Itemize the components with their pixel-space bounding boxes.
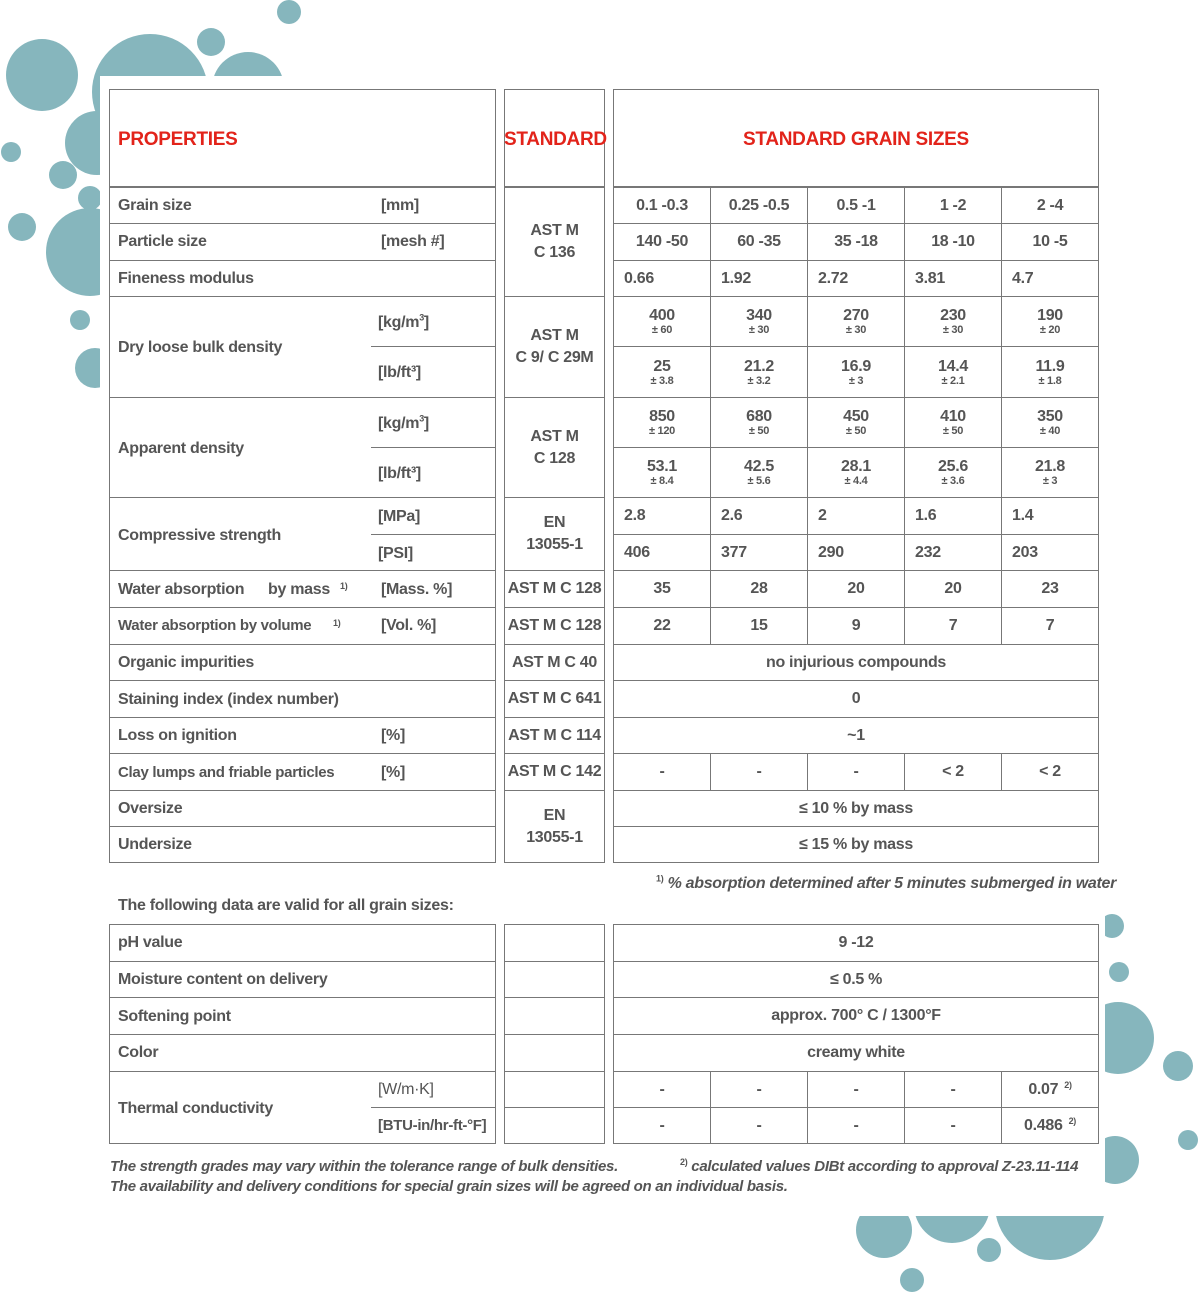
- unit-thermal-btu: [BTU-in/hr-ft-°F]: [378, 1117, 487, 1134]
- grain-size-cell: [807, 187, 905, 224]
- water-volume-cell-value: 7: [1045, 617, 1055, 634]
- thermal-cell: [904, 1071, 1002, 1108]
- bulk-metric-cell: [710, 296, 808, 347]
- footer-line-2: The availability and delivery conditions for special grain sizes will be agreed on an individual basis.: [110, 1178, 788, 1195]
- thermal-value: -: [853, 1116, 859, 1134]
- mpa-cell: [904, 497, 1002, 535]
- apparent-metric-cell-tolerance: ± 120: [649, 425, 675, 437]
- grain-size-cell-value: 0.5 -1: [836, 196, 876, 214]
- bulk-metric-cell-tolerance: ± 30: [845, 324, 867, 336]
- label-thermal: Thermal conductivity: [118, 1100, 273, 1117]
- psi-cell-value: 377: [721, 543, 747, 561]
- bulk-metric-cell-value: 270: [843, 307, 869, 324]
- particle-size-cell: [807, 223, 905, 261]
- clay-cell: [1001, 753, 1099, 791]
- apparent-imperial-cell-value: 53.1: [647, 458, 677, 475]
- header-grain-sizes: STANDARD GRAIN SIZES: [743, 129, 969, 150]
- standard-water-mass: AST M C 128: [504, 570, 605, 608]
- value-organic: no injurious compounds: [613, 644, 1099, 681]
- water-volume-cell-value: 22: [653, 617, 671, 634]
- apparent-imperial-cell: [807, 447, 905, 498]
- water-mass-cell: [807, 570, 905, 608]
- label-water-volume: Water absorption by volume: [118, 617, 312, 634]
- grain-size-cell: [904, 187, 1002, 224]
- label-particle-size: Particle size: [118, 233, 207, 250]
- bulk-imperial-cell-value: 11.9: [1035, 357, 1065, 375]
- standard-compressive: EN 13055-1: [504, 497, 605, 571]
- fineness-cell: [1001, 260, 1099, 297]
- apparent-metric-cell: [1001, 397, 1099, 448]
- particle-size-cell-value: 10 -5: [1032, 233, 1068, 250]
- thermal-value: -: [853, 1080, 859, 1098]
- standard-water-volume: AST M C 128: [504, 607, 605, 645]
- unit-apparent-kg: $[kg/m^3]$: [378, 413, 429, 432]
- psi-cell-value: 406: [624, 543, 650, 561]
- bulk-metric-cell-tolerance: ± 60: [651, 324, 673, 336]
- unit-water-volume: [Vol. %]: [381, 617, 437, 634]
- bulk-metric-cell-tolerance: ± 30: [942, 324, 964, 336]
- label-fineness: Fineness modulus: [118, 270, 254, 287]
- apparent-imperial-cell: [1001, 447, 1099, 498]
- unit-bulk-lb: [lb/ft³]: [378, 364, 421, 381]
- apparent-metric-cell: [613, 397, 711, 448]
- grain-size-cell: [613, 187, 711, 224]
- psi-cell-value: 232: [915, 543, 941, 561]
- value-softening: approx. 700° C / 1300°F: [613, 997, 1099, 1035]
- water-volume-cell: [1001, 607, 1099, 645]
- unit-particle-size: [mesh #]: [381, 233, 445, 250]
- particle-size-cell: [613, 223, 711, 261]
- bulk-metric-cell-tolerance: ± 20: [1039, 324, 1061, 336]
- fineness-cell: [710, 260, 808, 297]
- water-volume-cell-value: 15: [750, 617, 768, 634]
- label-oversize: Oversize: [118, 800, 183, 817]
- water-mass-cell-value: 35: [653, 580, 671, 597]
- unit-thermal-si: [W/m·K]: [378, 1081, 434, 1098]
- thermal-value: -: [950, 1116, 956, 1134]
- clay-cell: [710, 753, 808, 791]
- label-ph: pH value: [118, 934, 183, 951]
- bulk-imperial-cell-tolerance: ± 3.8: [650, 374, 674, 387]
- thermal-value: 0.486: [1024, 1116, 1063, 1134]
- general-heading: The following data are valid for all grain sizes:: [118, 897, 454, 914]
- psi-cell: [1001, 534, 1099, 571]
- bulk-imperial-cell-tolerance: ± 3.2: [747, 374, 771, 387]
- water-mass-cell: [710, 570, 808, 608]
- apparent-metric-cell-value: 410: [940, 408, 966, 425]
- particle-size-cell: [904, 223, 1002, 261]
- clay-cell: [904, 753, 1002, 791]
- grain-size-cell-value: 2 -4: [1036, 196, 1064, 214]
- clay-cell-value: -: [853, 763, 859, 780]
- thermal-cell: [807, 1107, 905, 1144]
- bulk-metric-cell: [1001, 296, 1099, 347]
- apparent-imperial-cell-tolerance: ± 4.4: [844, 475, 868, 487]
- particle-size-cell: [1001, 223, 1099, 261]
- mpa-cell: [807, 497, 905, 535]
- apparent-metric-cell-value: 350: [1037, 408, 1063, 425]
- footnote-1: $^{1)}$ % absorption determined after 5 minutes submerged in water: [656, 873, 1117, 892]
- note-water-mass: 1): [340, 581, 348, 591]
- water-mass-cell-value: 20: [944, 580, 962, 597]
- thermal-value: -: [756, 1116, 762, 1134]
- fineness-cell: [904, 260, 1002, 297]
- label-color: Color: [118, 1044, 159, 1061]
- thermal-cell: [710, 1107, 808, 1144]
- bulk-metric-cell-value: 230: [940, 307, 966, 324]
- unit-apparent-lb: [lb/ft³]: [378, 465, 421, 482]
- fineness-cell: [613, 260, 711, 297]
- standard-clay: AST M C 142: [504, 753, 605, 791]
- water-volume-cell: [807, 607, 905, 645]
- apparent-imperial-cell-value: 28.1: [841, 458, 871, 475]
- bulk-imperial-cell-value: 25: [653, 357, 671, 375]
- water-mass-cell: [1001, 570, 1099, 608]
- psi-cell: [613, 534, 711, 571]
- apparent-imperial-cell: [613, 447, 711, 498]
- fineness-cell-value: 0.66: [624, 269, 654, 287]
- psi-cell: [904, 534, 1002, 571]
- fineness-cell-value: 4.7: [1012, 269, 1034, 287]
- fineness-cell-value: 3.81: [915, 269, 945, 287]
- water-mass-cell-value: 23: [1041, 580, 1059, 597]
- mpa-cell-value: 1.4: [1012, 507, 1034, 524]
- psi-cell-value: 290: [818, 543, 844, 561]
- divider: [371, 1107, 496, 1108]
- thermal-cell: [613, 1107, 711, 1144]
- unit-loss: [%]: [381, 727, 405, 744]
- standard-color-empty: [504, 1034, 605, 1072]
- apparent-imperial-cell-value: 42.5: [744, 458, 774, 475]
- bulk-metric-cell-value: 340: [746, 307, 772, 324]
- thermal-value: -: [756, 1080, 762, 1098]
- apparent-metric-cell-value: 850: [649, 408, 675, 425]
- standard-softening-empty: [504, 997, 605, 1035]
- standard-apparent: AST M C 128: [504, 397, 605, 498]
- divider: [371, 346, 496, 347]
- footer-line-1: The strength grades may vary within the tolerance range of bulk densities.: [110, 1158, 618, 1175]
- psi-cell-value: 203: [1012, 543, 1038, 561]
- water-mass-cell-value: 28: [750, 580, 768, 597]
- unit-water-mass: [Mass. %]: [381, 581, 453, 598]
- bulk-imperial-cell: [904, 346, 1002, 398]
- bulk-imperial-cell-tolerance: ± 2.1: [941, 374, 965, 387]
- value-undersize: ≤ 15 % by mass: [613, 826, 1099, 863]
- value-staining: 0: [613, 680, 1099, 718]
- particle-size-cell-value: 18 -10: [931, 233, 975, 250]
- clay-cell-value: -: [659, 763, 665, 780]
- mpa-cell-value: 2: [818, 507, 827, 524]
- unit-clay: [%]: [381, 764, 405, 781]
- label-softening: Softening point: [118, 1008, 231, 1025]
- label-staining: Staining index (index number): [118, 691, 339, 708]
- value-oversize: ≤ 10 % by mass: [613, 790, 1099, 827]
- label-water-mass: Water absorption: [118, 581, 245, 598]
- water-volume-cell: [710, 607, 808, 645]
- apparent-imperial-cell-value: 21.8: [1035, 458, 1065, 475]
- label-compressive: Compressive strength: [118, 527, 281, 544]
- psi-cell: [710, 534, 808, 571]
- standard-thermal-empty-1: [504, 1071, 605, 1108]
- apparent-metric-cell: [807, 397, 905, 448]
- apparent-imperial-cell-tolerance: ± 3: [1042, 475, 1058, 487]
- value-color: creamy white: [613, 1034, 1099, 1072]
- bulk-imperial-cell-value: 21.2: [744, 357, 774, 375]
- mpa-cell-value: 2.8: [624, 507, 646, 524]
- apparent-metric-cell-tolerance: ± 40: [1039, 425, 1061, 437]
- bulk-metric-cell-value: 400: [649, 307, 675, 324]
- unit-grain-size: [mm]: [381, 197, 419, 214]
- grain-size-cell-value: 0.1 -0.3: [636, 196, 688, 214]
- standard-organic: AST M C 40: [504, 644, 605, 681]
- water-volume-cell-value: 7: [948, 617, 958, 634]
- unit-psi: [PSI]: [378, 545, 413, 562]
- mpa-cell-value: 2.6: [721, 507, 743, 524]
- label-undersize: Undersize: [118, 836, 192, 853]
- grain-size-cell-value: 1 -2: [939, 196, 967, 214]
- label-grain-size: Grain size: [118, 197, 192, 214]
- bulk-imperial-cell: [710, 346, 808, 398]
- bulk-imperial-cell-tolerance: ± 1.8: [1038, 374, 1062, 387]
- apparent-metric-cell-tolerance: ± 50: [748, 425, 770, 437]
- apparent-imperial-cell-tolerance: ± 3.6: [941, 475, 965, 487]
- note-water-volume: 1): [333, 618, 341, 628]
- label-apparent-density: Apparent density: [118, 440, 244, 457]
- bulk-metric-cell: [613, 296, 711, 347]
- apparent-imperial-cell: [710, 447, 808, 498]
- water-mass-cell-value: 20: [847, 580, 865, 597]
- apparent-metric-cell-value: 680: [746, 408, 772, 425]
- thermal-note: 2): [1068, 1115, 1076, 1126]
- mpa-cell: [1001, 497, 1099, 535]
- bulk-metric-cell: [904, 296, 1002, 347]
- mpa-cell: [710, 497, 808, 535]
- thermal-cell: [1001, 1107, 1099, 1144]
- apparent-metric-cell: [904, 397, 1002, 448]
- unit-bulk-kg: $[kg/m^3]$: [378, 312, 429, 331]
- apparent-metric-cell-tolerance: ± 50: [845, 425, 867, 437]
- label-water-mass-2: by mass: [268, 581, 330, 598]
- mpa-cell-value: 1.6: [915, 507, 937, 524]
- grain-size-cell-value: 0.25 -0.5: [728, 196, 790, 214]
- clay-cell-value: < 2: [942, 763, 964, 780]
- fineness-cell: [807, 260, 905, 297]
- divider: [371, 534, 496, 535]
- standard-thermal-empty-2: [504, 1107, 605, 1144]
- thermal-value: -: [950, 1080, 956, 1098]
- value-moisture: ≤ 0.5 %: [613, 961, 1099, 998]
- fineness-cell-value: 2.72: [818, 269, 848, 287]
- particle-size-cell-value: 60 -35: [737, 233, 781, 250]
- row-color: [109, 1034, 496, 1072]
- label-organic: Organic impurities: [118, 654, 254, 671]
- thermal-cell: [807, 1071, 905, 1108]
- bulk-metric-cell-tolerance: ± 30: [748, 324, 770, 336]
- clay-cell-value: -: [756, 763, 762, 780]
- thermal-value: 0.07: [1028, 1080, 1059, 1098]
- unit-mpa: [MPa]: [378, 508, 421, 525]
- water-volume-cell: [613, 607, 711, 645]
- thermal-cell: [904, 1107, 1002, 1144]
- footer-note-2: $^{2)}$ calculated values DIBt according to approval Z-23.11-114: [680, 1157, 1079, 1175]
- apparent-imperial-cell-tolerance: ± 5.6: [747, 475, 771, 487]
- bulk-imperial-cell-value: 16.9: [841, 357, 871, 375]
- apparent-imperial-cell-value: 25.6: [938, 458, 968, 475]
- clay-cell-value: < 2: [1039, 763, 1061, 780]
- apparent-imperial-cell-tolerance: ± 8.4: [650, 475, 674, 487]
- bulk-imperial-cell: [1001, 346, 1099, 398]
- thermal-value: -: [659, 1116, 665, 1134]
- divider: [371, 447, 496, 448]
- header-standard: STANDARD: [504, 129, 607, 150]
- particle-size-cell-value: 35 -18: [834, 233, 878, 250]
- mpa-cell: [613, 497, 711, 535]
- bulk-metric-cell: [807, 296, 905, 347]
- bulk-metric-cell-value: 190: [1037, 307, 1063, 324]
- grain-size-cell: [710, 187, 808, 224]
- header-properties: PROPERTIES: [118, 129, 238, 150]
- grain-size-cell: [1001, 187, 1099, 224]
- standard-moisture-empty: [504, 961, 605, 998]
- label-clay: Clay lumps and friable particles: [118, 764, 335, 781]
- water-mass-cell: [613, 570, 711, 608]
- label-bulk-density: Dry loose bulk density: [118, 339, 283, 356]
- particle-size-cell: [710, 223, 808, 261]
- apparent-metric-cell: [710, 397, 808, 448]
- thermal-cell: [710, 1071, 808, 1108]
- particle-size-cell-value: 140 -50: [635, 233, 689, 250]
- water-volume-cell: [904, 607, 1002, 645]
- water-mass-cell: [904, 570, 1002, 608]
- standard-c136: AST M C 136: [504, 187, 605, 297]
- apparent-metric-cell-value: 450: [843, 408, 869, 425]
- thermal-cell: [1001, 1071, 1099, 1108]
- bulk-imperial-cell-value: 14.4: [938, 357, 968, 375]
- label-loss: Loss on ignition: [118, 727, 237, 744]
- standard-staining: AST M C 641: [504, 680, 605, 718]
- clay-cell: [807, 753, 905, 791]
- thermal-cell: [613, 1071, 711, 1108]
- bulk-imperial-cell-tolerance: ± 3: [848, 374, 864, 387]
- water-volume-cell-value: 9: [851, 617, 861, 634]
- label-moisture: Moisture content on delivery: [118, 971, 328, 988]
- psi-cell: [807, 534, 905, 571]
- bulk-imperial-cell: [807, 346, 905, 398]
- clay-cell: [613, 753, 711, 791]
- thermal-value: -: [659, 1080, 665, 1098]
- standard-ph-empty: [504, 924, 605, 962]
- thermal-note: 2): [1064, 1079, 1072, 1090]
- fineness-cell-value: 1.92: [721, 269, 751, 287]
- bulk-imperial-cell: [613, 346, 711, 398]
- standard-bulk: AST M C 9/ C 29M: [504, 296, 605, 398]
- apparent-imperial-cell: [904, 447, 1002, 498]
- value-ph: 9 -12: [613, 924, 1099, 962]
- value-loss: ~1: [613, 717, 1099, 754]
- apparent-metric-cell-tolerance: ± 50: [942, 425, 964, 437]
- standard-en13055: EN 13055-1: [504, 790, 605, 863]
- standard-loss: AST M C 114: [504, 717, 605, 754]
